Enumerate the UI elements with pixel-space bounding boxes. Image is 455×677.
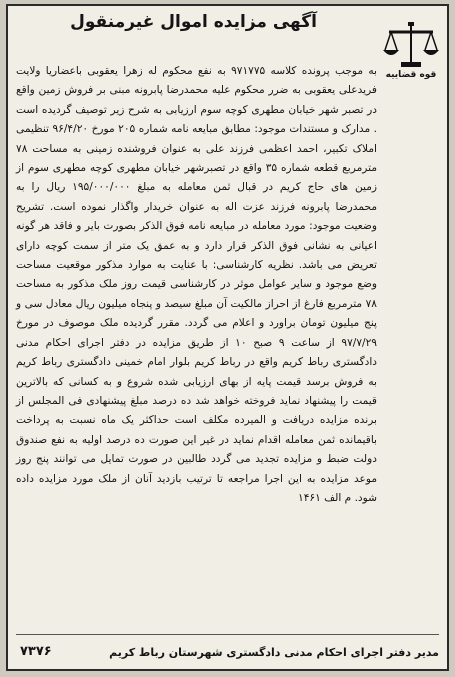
- notice-body: [16, 62, 439, 508]
- notice-code: ۷۳۷۶: [20, 644, 52, 659]
- newspaper-notice: [6, 4, 449, 671]
- notice-footer: [16, 639, 439, 661]
- emblem-caption: قوه قضاییه: [385, 70, 437, 80]
- notice-title: آگهی مزایده اموال غیرمنقول: [70, 12, 317, 32]
- signer-line: مدیر دفتر اجرای احکام مدنی دادگستری شهرستان رباط کریم: [109, 646, 439, 659]
- footer-divider: [16, 634, 439, 635]
- notice-body-text: به موجب پرونده کلاسه ۹۷۱۷۷۵ به نفع محکوم له زهرا یعقوبی باعضاریا ولایت فریدعلی یعقوبی به ضرر محکوم علیه محمدرضا پابرونه مبنی بر فروش زمین واقع در تصبر شهر خیابان مطهری کوچه سوم ارزیابی به شرح زیر توصیف گردیده است . مدارک و مستندات موجود: مطابق مبایعه نامه شماره ۲۰۵ مورخ ۹۶/۴/۲۰ تنظیمی املاک تکبیر، احمد اعظمی فرزند علی به عنوان فروشنده زمینی به مساحت ۷۸ مترمربع قطعه شماره ۳۵ واقع در تصبرشهر خیابان مطهری کوچه مطهری سوم از زمین های حاج کریم در قبال ثمن معامله به مبلغ ۱۹۵/۰۰۰/۰۰۰ ریال را به محمدرضا پابرونه فرزند عزت اله به عنوان خریدار واگذار نموده است. تشریح وضعیت موجود: مورد معامله در مبایعه نامه فوق الذکر بصورت بایر و فاقد هر گونه اعیانی به نشانی فوق الذکر قرار دارد و به عمق یک متر از سمت کوچه دارای تعریض می باشد. نظریه کارشناسی: با عنایت به موارد مذکور موقعیت مساحت وضع موجود و سایر عوامل موثر در کارشناسی قیمت روز ملک مذکور به مساحت ۷۸ مترمربع فارغ از احراز مالکیت آن مبلغ سیصد و پنجاه میلیون ریال معادل سی و پنج میلیون تومان براورد و اعلام می گردد. مقرر گردیده ملک موصوف در مورخ ۹۷/۷/۲۹ از ساعت ۹ صبح ۱۰ از طریق مزایده در دفتر اجرای احکام مدنی دادگستری رباط کریم واقع در رباط کریم بلوار امام خمینی دادگستری رباط کریم به فروش برسد قیمت پایه از بهای ارزیابی شده شروع و به کسانی که بالاترین قیمت را پیشنهاد نماید فروخته خواهد شد ده درصد مبلغ پیشنهادی فی المجلس از برنده مزایده دریافت و المیرده مکلف است حداکثر یک ماه نسبت به پرداخت باقیمانده ثمن معامله اقدام نماید در غیر این صورت ده درصد اولیه به نفع صندوق دولت ضبط و مزایده تجدید می گردد طالبین در صورت تمایل می توانند پنج روز موعد مزایده به این اجرا مراجعه تا ترتیب بازدید آنان از ملک مورد مزایده داده شود. م الف ۱۴۶۱: [16, 65, 378, 504]
